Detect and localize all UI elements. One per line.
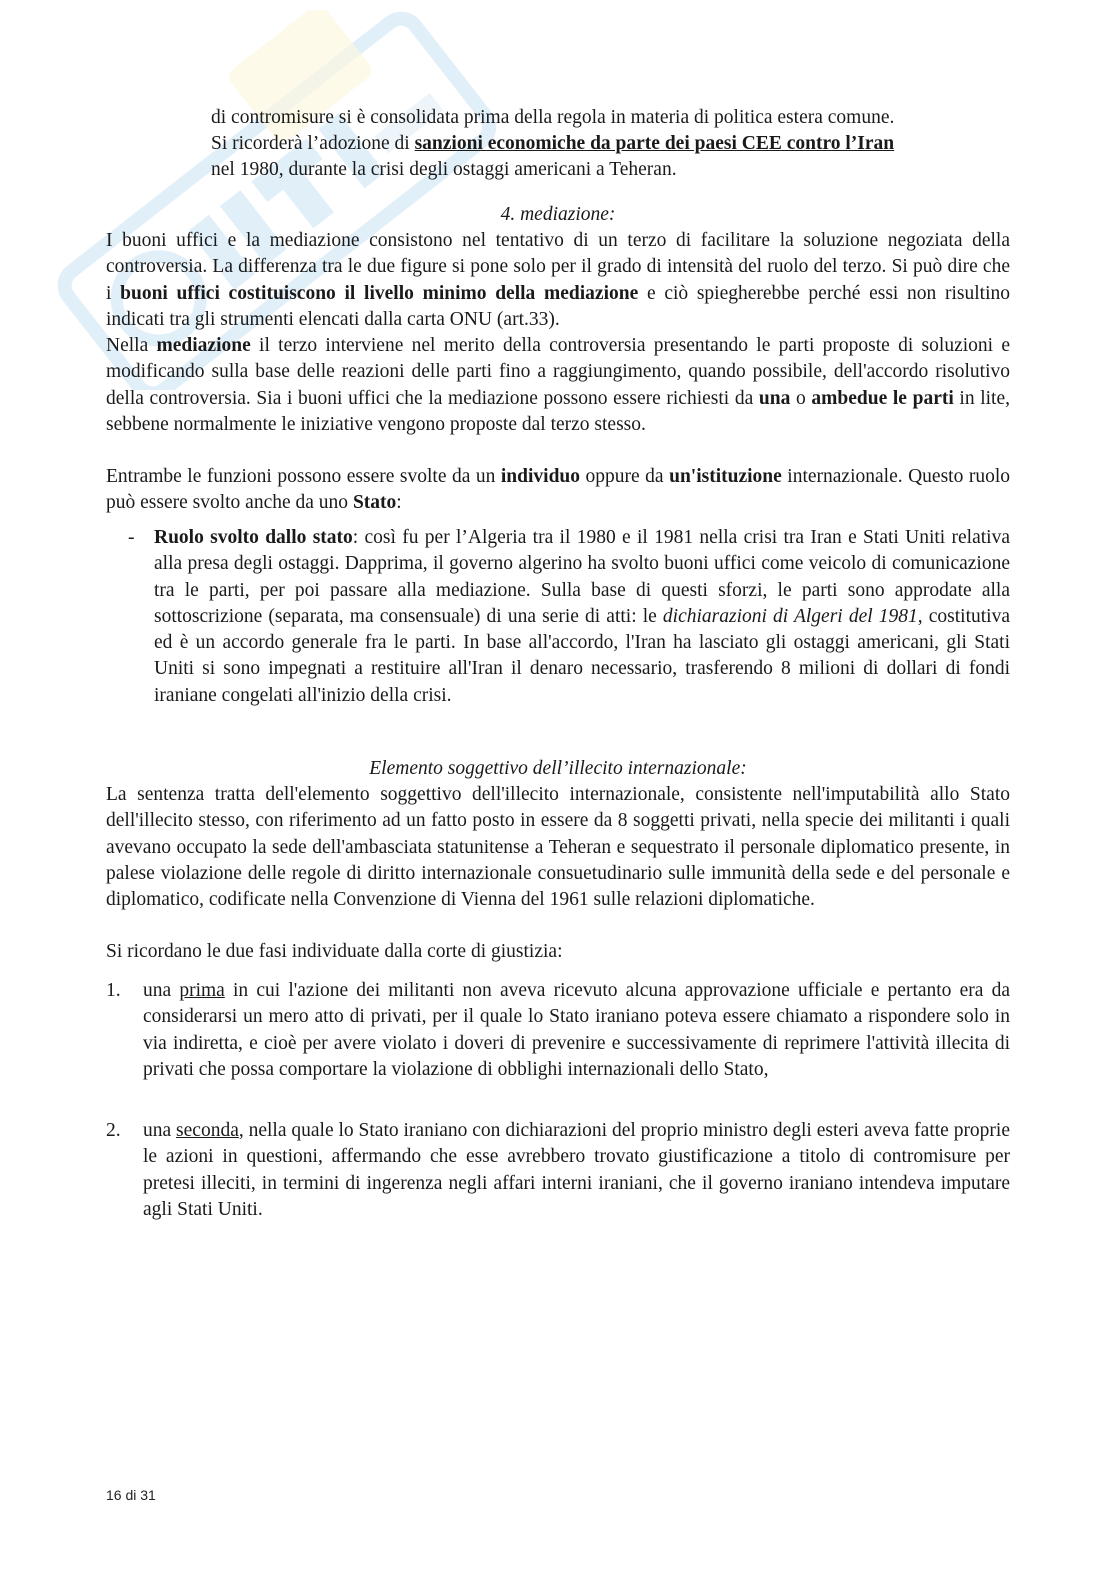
intro-line-3	[211, 157, 1010, 183]
item2-underlined-seconda: seconda	[176, 1120, 239, 1141]
intro-line-3-text: nel 1980, durante la crisi degli ostaggi americani a Teheran.	[211, 159, 677, 180]
p2-text-a: Nella	[106, 335, 157, 356]
numbered-item-2-body	[143, 1118, 1010, 1223]
p2-bold-mediazione: mediazione	[156, 335, 251, 356]
numbered-item-2-marker: 2.	[106, 1120, 121, 1141]
item1-text-c: in cui l'azione dei militanti non aveva ricevuto alcuna approvazione ufficiale e pertanto era da considerarsi un mero atto di privati, per il quale lo Stato iraniano poteva essere chiamato a rispondere solo in via indiretta, e cioè per avere violato i doveri di prevenire e successivamente di reprimere l'attività illecita di privati che possa comportare la violazione di obblighi internazionali dello Stato,	[143, 980, 1010, 1080]
intro-line-1	[211, 105, 1010, 131]
numbered-item-1-body	[143, 978, 1010, 1083]
p1-text-c: e ciò spiegherebbe perché essi non risultino indicati tra gli strumenti elencati dalla carta ONU (art.33).	[106, 282, 1010, 330]
p3-bold-istituzione: un'istituzione	[669, 466, 782, 487]
sanctions-emphasis: sanzioni economiche da parte dei paesi CEE contro l’Iran	[414, 133, 895, 154]
section-heading-elemento-soggettivo: Elemento soggettivo dell’illecito internazionale:	[369, 758, 747, 779]
elemento-paragraph-2: Si ricordano le due fasi individuate dalla corte di giustizia:	[106, 941, 563, 962]
bullet-bold-title: Ruolo svolto dallo stato	[154, 527, 353, 548]
p1-bold-text: buoni uffici costituiscono il livello minimo della mediazione	[120, 282, 639, 304]
p2-bold-ambedue: ambedue le parti	[811, 387, 954, 409]
item2-text-a: una	[143, 1120, 177, 1141]
p2-text-e: o	[790, 387, 812, 409]
p3-text-c: oppure da	[580, 466, 670, 487]
item1-text-a: una	[143, 980, 180, 1001]
bullet-dash-marker: -	[128, 527, 135, 548]
mediazione-paragraph-2	[106, 333, 1010, 438]
p2-text-c: il terzo interviene nel merito della controversia presentando le parti proposte di soluzioni e modificando sulla base delle reazioni delle parti fino a raggiungimento, quando possibile, dell'accordo risolutivo della controversia. Sia i buoni uffici che la mediazione possono essere richiesti da	[106, 335, 1010, 409]
intro-line-2-text: Si ricorderà l’adozione di	[211, 133, 415, 154]
p3-bold-individuo: individuo	[500, 466, 581, 487]
elemento-paragraph-1: La sentenza tratta dell'elemento soggettivo dell'illecito internazionale, consistente nell'imputabilità allo Stato dell'illecito stesso, con riferimento ad un fatto posto in essere da 8 soggetti privati, nella specie dei militanti i quali avevano occupato la sede dell'ambasciata statunitense a Teheran e sequestrato il personale diplomatico presente, in palese violazione delle regole di diritto internazionale consuetudinario sulle immunità della sede e del personale e diplomatico, codificate nella Convenzione di Vienna del 1961 sulle relazioni diplomatiche.	[106, 784, 1010, 911]
item1-underlined-prima: prima	[179, 980, 225, 1001]
p3-text-a: Entrambe le funzioni possono essere svolte da un	[106, 466, 501, 487]
mediazione-paragraph-1	[106, 228, 1010, 333]
p1-text-a: I buoni uffici e la mediazione consistono nel tentativo di un terzo di facilitare la soluzione negoziata della controversia. La differenza tra le due figure si pone solo per il grado di intensità del ruolo del terzo. Si può dire che i	[106, 230, 1010, 304]
intro-line-2	[211, 131, 1010, 157]
mediazione-paragraph-3	[106, 464, 1010, 517]
bullet-text-b: : così fu per l’Algeria tra il 1980 e il 1981 nella crisi tra Iran e Stati Uniti relativa alla presa degli ostaggi. Dapprima, il governo algerino ha svolto buoni uffici come veicolo di comunicazione tra le parti, per poi passare alla mediazione. Sulla base di questi sforzi, le parti sono approdate alla sottoscrizione (separata, ma consensuale) di una serie di atti: le	[154, 527, 1010, 627]
bullet-italic-dichiarazioni: dichiarazioni di Algeri del 1981	[662, 605, 918, 627]
numbered-item-1-marker: 1.	[106, 980, 121, 1001]
p2-text-g: in lite, sebbene normalmente le iniziative vengono proposte dal terzo stesso.	[106, 387, 1010, 435]
page-number-footer: 16 di 31	[106, 1487, 156, 1503]
intro-line-1-text: di contromisure si è consolidata prima della regola in materia di politica estera comune.	[211, 107, 895, 128]
section-heading-mediazione: 4. mediazione:	[500, 204, 616, 225]
p2-bold-una: una	[758, 387, 791, 409]
item2-text-c: , nella quale lo Stato iraniano con dichiarazioni del proprio ministro degli esteri aveva fatte proprie le azioni in questioni, affermando che esse avrebbero trovato giustificazione a titolo di contromisure per pretesi illeciti, in termini di ingerenza negli affari interni iraniani, che il governo iraniano intendeva imputare agli Stati Uniti.	[143, 1120, 1011, 1220]
bullet-body	[154, 525, 1010, 709]
p3-bold-stato: Stato	[352, 492, 397, 514]
bullet-text-d: , costitutiva ed è un accordo generale fra le parti. In base all'accordo, l'Iran ha lasciato gli ostaggi americani, gli Stati Uniti si sono impegnati a restituire all'Iran il denaro necessario, trasferendo 8 milioni di dollari di fondi iraniane congelati all'inizio della crisi.	[154, 605, 1010, 706]
p3-text-e: internazionale. Questo ruolo può essere svolto anche da uno	[106, 466, 1010, 514]
p3-text-g: :	[396, 492, 402, 514]
